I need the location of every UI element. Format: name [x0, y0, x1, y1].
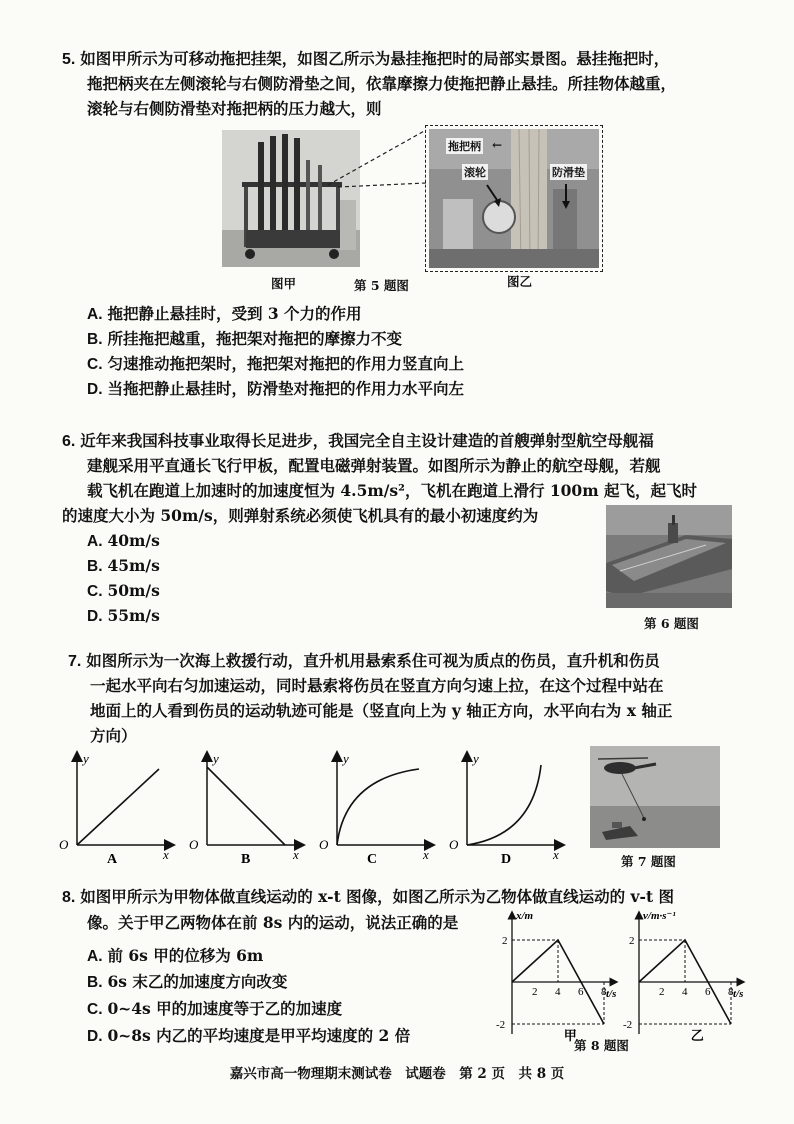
arrow-icon [481, 181, 506, 211]
q5-line2: 拖把柄夹在左侧滚轮与右侧防滑垫之间，依靠摩擦力使拖把静止悬挂。所挂物体越重， [87, 74, 677, 93]
q5-option-d[interactable]: D. 当拖把静止悬挂时，防滑垫对拖把的作用力水平向左 [87, 379, 464, 398]
aircraft-carrier-photo [606, 505, 732, 608]
q8-figure-caption: 第 8 题图 [574, 1038, 629, 1053]
axis-label-x: x [293, 847, 299, 862]
q7-line2: 一起水平向右匀加速运动，同时悬索将伤员在竖直方向匀速上拉，在这个过程中站在 [90, 676, 664, 695]
axis-label-x: x [553, 847, 559, 862]
graph-a[interactable] [59, 751, 173, 867]
y-axis-label: x/m [516, 910, 534, 922]
q5-line1: 5. 如图甲所示为可移动拖把挂架，如图乙所示为悬挂拖把时的局部实景图。悬挂拖把时， [62, 49, 670, 68]
y-tick-label: -2 [623, 1019, 633, 1031]
x-axis-label: t/s [733, 988, 744, 1000]
q5-option-a[interactable]: A. 拖把静止悬挂时，受到 3 个力的作用 [87, 304, 362, 323]
q6-figure-caption: 第 6 题图 [644, 616, 699, 631]
graph-d[interactable] [449, 751, 563, 867]
option-letter-a: A [107, 852, 118, 867]
axis-label-y: y [343, 751, 349, 766]
y-tick-label: -2 [496, 1019, 506, 1031]
origin-label: O [59, 837, 69, 852]
q6-line4: 的速度大小为 50m/s，则弹射系统必须使飞机具有的最小初速度约为 [62, 506, 539, 525]
q7-number: 7. [68, 653, 82, 670]
x-tick-label: 4 [555, 986, 561, 998]
fig-jia-caption: 图甲 [271, 276, 297, 291]
q8-line1: 8. 如图甲所示为甲物体做直线运动的 x-t 图像，如图乙所示为乙物体做直线运动的 v-t 图 [62, 887, 675, 906]
chart-title: 乙 [690, 1028, 704, 1043]
origin-label: O [319, 837, 329, 852]
x-tick-label: 2 [532, 986, 538, 998]
q6-option-d[interactable]: D. 55m/s [87, 606, 160, 625]
origin-label: O [189, 837, 199, 852]
option-letter-b: B [241, 852, 251, 867]
q6-number: 6. [62, 433, 76, 450]
q6-line3: 载飞机在跑道上加速时的加速度恒为 4.5m/s²，飞机在跑道上滑行 100m 起飞，起飞时 [87, 481, 697, 500]
chart-yi-vt [617, 905, 757, 1045]
x-tick-label: 8 [728, 986, 734, 998]
axis-label-x: x [163, 847, 169, 862]
axis-label-x: x [423, 847, 429, 862]
q7-line3: 地面上的人看到伤员的运动轨迹可能是（竖直向上为 y 轴正方向，水平向右为 x 轴正 [90, 701, 673, 720]
q8-number: 8. [62, 889, 76, 906]
q6-option-a[interactable]: A. 40m/s [87, 531, 160, 550]
arrow-icon [556, 181, 576, 211]
chart-jia-xt [490, 905, 625, 1045]
y-tick-label: 2 [629, 935, 635, 947]
x-tick-label: 6 [705, 986, 711, 998]
arrow-left-icon: ← [492, 138, 503, 152]
y-tick-label: 2 [502, 935, 508, 947]
axis-label-y: y [83, 751, 89, 766]
q6-option-b[interactable]: B. 45m/s [87, 556, 160, 575]
q5-line3: 滚轮与右侧防滑垫对拖把柄的压力越大，则 [87, 99, 382, 118]
q8-option-c[interactable]: C. 0~4s 甲的加速度等于乙的加速度 [87, 999, 343, 1018]
axis-label-y: y [213, 751, 219, 766]
trajectory-graphs [55, 745, 595, 870]
q7-line1: 7. 如图所示为一次海上救援行动，直升机用悬索系住可视为质点的伤员，直升机和伤员 [68, 651, 660, 670]
graph-b[interactable] [189, 751, 303, 867]
q8-option-a[interactable]: A. 前 6s 甲的位移为 6m [87, 946, 264, 965]
q6-line1: 6. 近年来我国科技事业取得长足进步，我国完全自主设计建造的首艘弹射型航空母舰福 [62, 431, 654, 450]
q8-line2: 像。关于甲乙两物体在前 8s 内的运动，说法正确的是 [87, 913, 459, 932]
zoom-connector-lines [320, 125, 430, 190]
fig-yi-caption: 图乙 [507, 274, 533, 289]
q7-line4: 方向） [90, 726, 137, 745]
label-roller: 滚轮 [464, 166, 486, 179]
q6-option-c[interactable]: C. 50m/s [87, 581, 160, 600]
label-antislip-pad: 防滑垫 [552, 166, 585, 179]
q5-option-c[interactable]: C. 匀速推动拖把架时，拖把架对拖把的作用力竖直向上 [87, 354, 464, 373]
x-tick-label: 6 [578, 986, 584, 998]
q5-figure-caption: 第 5 题图 [354, 278, 409, 293]
q5-number: 5. [62, 51, 76, 68]
q6-line2: 建舰采用平直通长飞行甲板，配置电磁弹射装置。如图所示为静止的航空母舰，若舰 [87, 456, 661, 475]
x-axis-label: t/s [606, 988, 617, 1000]
page-footer: 嘉兴市高一物理期末测试卷 试题卷 第 2 页 共 8 页 [229, 1066, 565, 1082]
axis-label-y: y [473, 751, 479, 766]
origin-label: O [449, 837, 459, 852]
closeup-frame [425, 125, 603, 272]
x-tick-label: 8 [601, 986, 607, 998]
q8-option-b[interactable]: B. 6s 末乙的加速度方向改变 [87, 972, 288, 991]
x-tick-label: 2 [659, 986, 665, 998]
graph-c[interactable] [319, 751, 433, 867]
q8-option-d[interactable]: D. 0~8s 内乙的平均速度是甲平均速度的 2 倍 [87, 1026, 411, 1045]
x-tick-label: 4 [682, 986, 688, 998]
helicopter-rescue-photo [590, 746, 720, 848]
option-letter-d: D [501, 852, 512, 867]
y-axis-label: v/m·s⁻¹ [643, 910, 676, 922]
q5-option-b[interactable]: B. 所挂拖把越重，拖把架对拖把的摩擦力不变 [87, 329, 402, 348]
chart-title: 甲 [563, 1028, 577, 1043]
label-mop-handle: 拖把柄 [448, 140, 481, 153]
q7-figure-caption: 第 7 题图 [621, 854, 676, 869]
option-letter-c: C [367, 852, 378, 867]
